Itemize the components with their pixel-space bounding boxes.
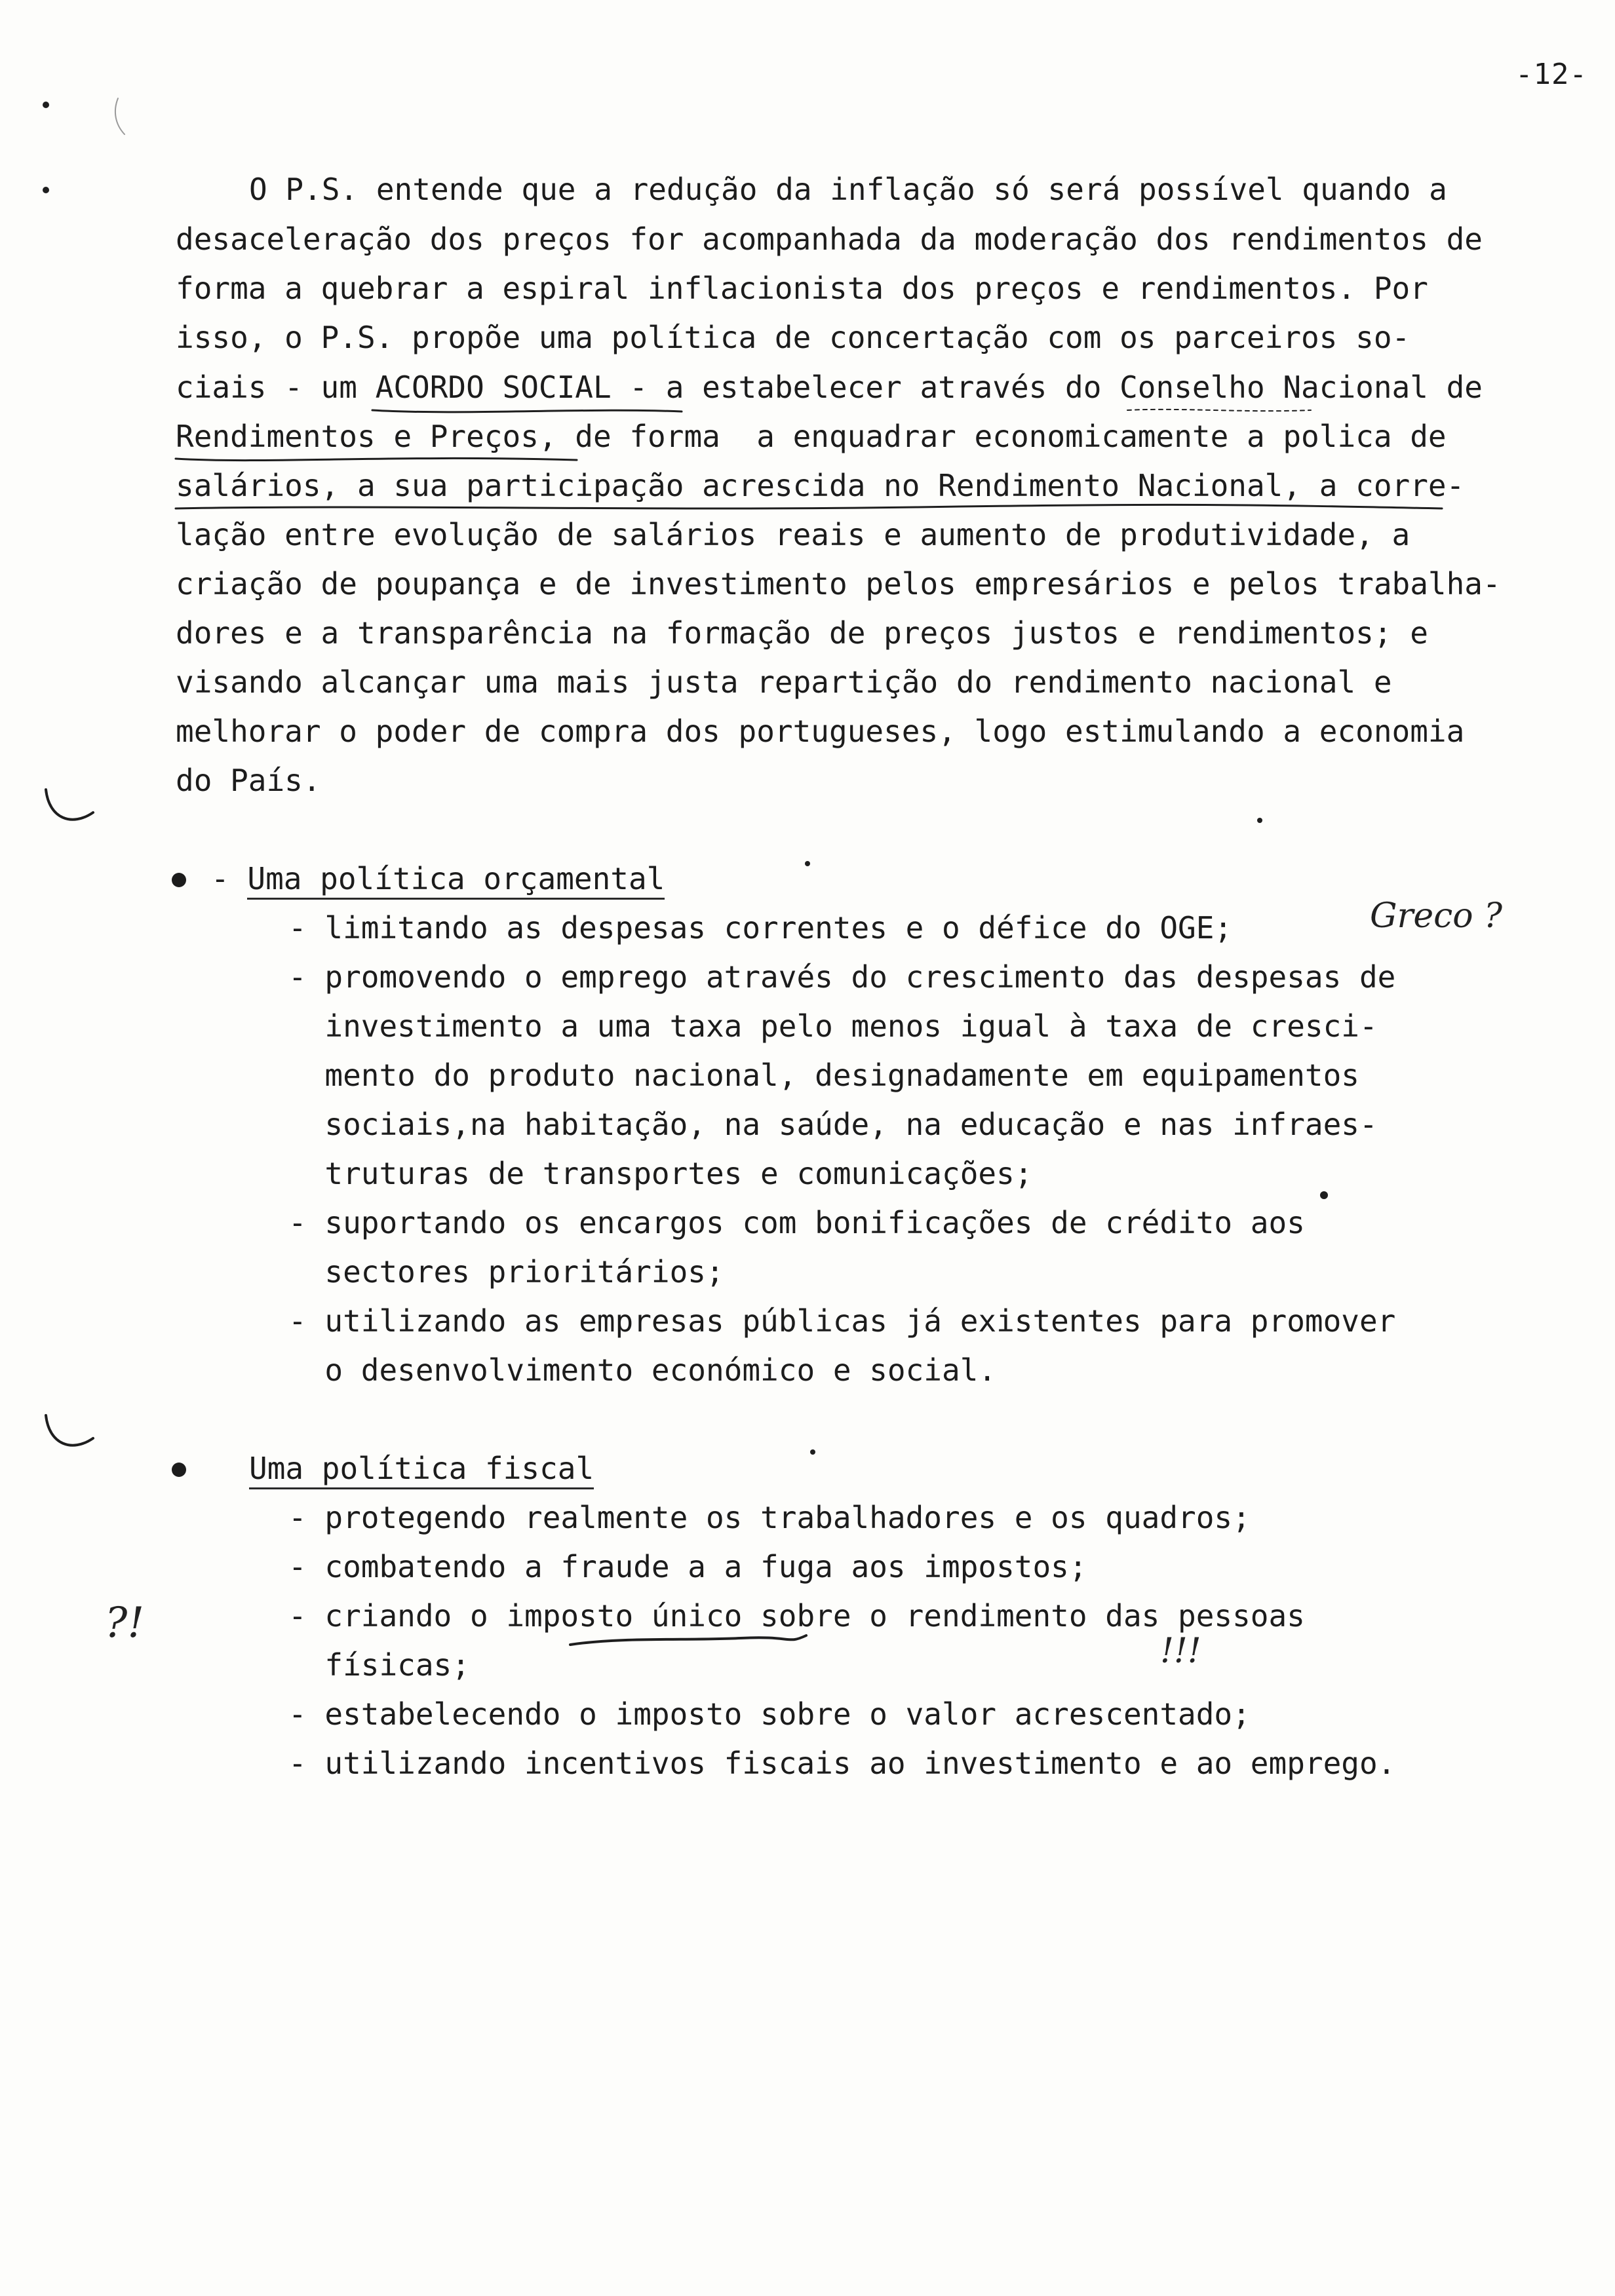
- list-item: - suportando os encargos com bonificações de crédito aos: [288, 1205, 1305, 1240]
- exclaim-note-fiscal: !!!: [1160, 1632, 1201, 1671]
- list-item: - utilizando as empresas públicas já existentes para promover: [288, 1303, 1396, 1339]
- paragraph-line: ciais - um ACORDO SOCIAL - a estabelecer através do Conselho Nacional de: [176, 370, 1483, 405]
- paragraph-line: isso, o P.S. propõe uma política de concertação com os parceiros so-: [176, 320, 1411, 355]
- speck-mark: [115, 98, 125, 134]
- underline-mark: [570, 1636, 806, 1645]
- speck-dot: [43, 187, 49, 193]
- heading-text: Uma política orçamental: [247, 861, 665, 900]
- list-item: - utilizando incentivos fiscais ao investimento e ao emprego.: [288, 1746, 1396, 1781]
- paragraph-line: forma a quebrar a espiral inflacionista dos preços e rendimentos. Por: [176, 271, 1428, 306]
- list-item: - estabelecendo o imposto sobre o valor acrescentado;: [288, 1696, 1251, 1732]
- list-item: investimento a uma taxa pelo menos igual à taxa de cresci-: [288, 1008, 1378, 1044]
- list-item: mento do produto nacional, designadamente em equipamentos: [288, 1058, 1359, 1093]
- list-item: - criando o imposto único sobre o rendimento das pessoas: [288, 1598, 1305, 1634]
- page-number: -12-: [1515, 58, 1587, 91]
- paragraph-line: do País.: [176, 763, 321, 798]
- heading-prefix: -: [211, 861, 248, 896]
- speck-dot: [805, 861, 810, 866]
- list-item: truturas de transportes e comunicações;: [288, 1156, 1033, 1191]
- underline-mark: [176, 505, 1442, 508]
- list-item: - limitando as despesas correntes e o défice do OGE;: [288, 910, 1233, 946]
- list-item: físicas;: [288, 1647, 470, 1683]
- speck-dot: [43, 102, 49, 108]
- paragraph-line: dores e a transparência na formação de preços justos e rendimentos; e: [176, 615, 1428, 651]
- list-item: - protegendo realmente os trabalhadores e os quadros;: [288, 1500, 1251, 1535]
- margin-hook-mark: [46, 790, 93, 820]
- paragraph-line: desaceleração dos preços for acompanhada da moderação dos rendimentos de: [176, 221, 1483, 257]
- paragraph-line: Rendimentos e Preços, de forma a enquadrar economicamente a polica de: [176, 419, 1447, 454]
- speck-dot: [1320, 1191, 1328, 1199]
- speck-dot: [1257, 818, 1262, 823]
- paragraph-line: salários, a sua participação acrescida no Rendimento Nacional, a corre-: [176, 468, 1465, 503]
- paragraph-line: visando alcançar uma mais justa repartição do rendimento nacional e: [176, 664, 1392, 700]
- list-item: o desenvolvimento económico e social.: [288, 1352, 997, 1388]
- margin-hook-mark: [46, 1415, 93, 1445]
- underline-mark: [372, 410, 682, 412]
- list-item: - promovendo o emprego através do crescimento das despesas de: [288, 959, 1396, 995]
- paragraph-line: lação entre evolução de salários reais e aumento de produtividade, a: [176, 517, 1411, 552]
- margin-note-budget: Greco ?: [1370, 896, 1503, 936]
- paragraph-line: melhorar o poder de compra dos portugueses, logo estimulando a economia: [176, 714, 1465, 749]
- speck-dot: [810, 1449, 815, 1455]
- paragraph-line: criação de poupança e de investimento pelos empresários e pelos trabalha-: [176, 566, 1501, 602]
- underline-mark: [1127, 410, 1311, 411]
- underline-mark: [176, 458, 577, 460]
- margin-note-fiscal: ?!: [105, 1599, 145, 1647]
- list-item: sociais,na habitação, na saúde, na educação e nas infraes-: [288, 1107, 1378, 1142]
- paragraph-line: O P.S. entende que a redução da inflação só será possível quando a: [249, 172, 1447, 207]
- list-item: - combatendo a fraude a a fuga aos impostos;: [288, 1549, 1087, 1584]
- heading-text: Uma política fiscal: [249, 1451, 594, 1489]
- list-item: sectores prioritários;: [288, 1254, 724, 1290]
